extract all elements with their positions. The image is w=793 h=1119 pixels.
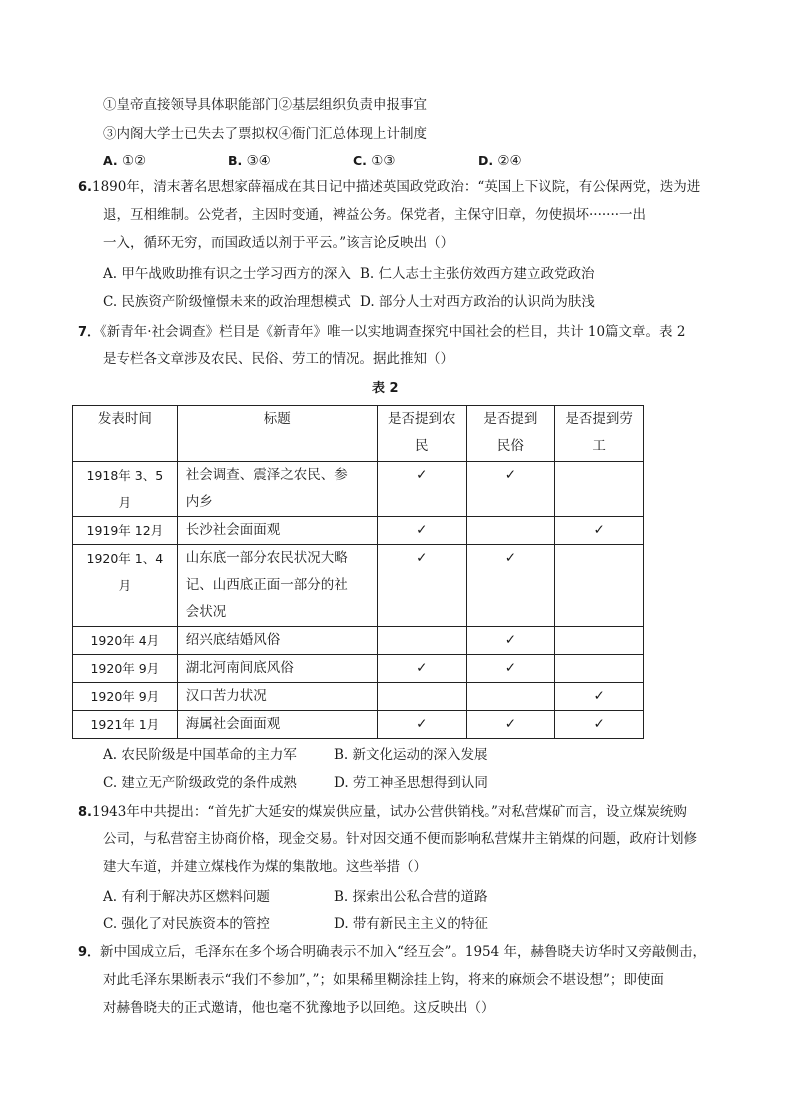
question-number: 7． xyxy=(78,325,101,340)
cell-folk: ✓ xyxy=(466,711,555,739)
q7-option-a[interactable]: A. 农民阶级是中国革命的主力军 xyxy=(103,747,297,763)
q9-stem-line-1 xyxy=(78,942,706,963)
cell-date xyxy=(73,545,178,627)
table-row xyxy=(73,545,644,627)
q6-option-a[interactable]: A. 甲午战败助推有识之士学习西方的深入 xyxy=(103,266,351,282)
cell-labor xyxy=(555,655,644,683)
cell-date-line-2: 月 xyxy=(118,578,132,593)
option-text: ②④ xyxy=(497,153,522,169)
table-row xyxy=(73,462,644,517)
q5-option-c[interactable] xyxy=(353,151,395,171)
q7-stem-line-1 xyxy=(78,322,685,343)
q7-stem-line-2: 是专栏各文章涉及农民、民俗、劳工的情况。据此推知（） xyxy=(103,351,454,367)
q7-stem-text-1: 《新青年·社会调查》栏目是《新青年》唯一以实地调查探究中国社会的栏目，共计 10篇文章。表 2 xyxy=(100,324,686,340)
table-row xyxy=(73,517,644,545)
option-text: ①② xyxy=(121,153,147,169)
cell-date xyxy=(73,462,178,517)
cell-peasant xyxy=(377,683,466,711)
cell-title-line-2: 内乡 xyxy=(185,494,213,510)
q8-stem-line-1 xyxy=(78,802,687,823)
cell-labor xyxy=(555,627,644,655)
cell-title: 湖北河南间底风俗 xyxy=(177,655,377,683)
cell-folk: ✓ xyxy=(466,655,555,683)
cell-date: 1920年 9月 xyxy=(73,683,178,711)
option-letter: B. xyxy=(228,153,243,168)
cell-peasant: ✓ xyxy=(377,655,466,683)
question-number: 8. xyxy=(78,805,92,820)
option-text: ③④ xyxy=(246,153,271,169)
cell-folk xyxy=(466,683,555,711)
table-row xyxy=(73,655,644,683)
cell-date: 1920年 9月 xyxy=(73,655,178,683)
q6-option-c[interactable]: C. 民族资产阶级憧憬未来的政治理想模式 xyxy=(103,294,351,310)
q7-option-b[interactable]: B. 新文化运动的深入发展 xyxy=(334,747,488,763)
q6-stem-line-3: 一入，循环无穷，而国政适以剂于平云。”该言论反映出（） xyxy=(103,235,455,251)
cell-title-line-1: 社会调查、震泽之农民、参 xyxy=(185,467,348,483)
q6-option-d[interactable]: D. 部分人士对西方政治的认识尚为肤浅 xyxy=(360,294,595,310)
cell-labor xyxy=(555,462,644,517)
header-title: 标题 xyxy=(177,406,377,462)
cell-date: 1920年 4月 xyxy=(73,627,178,655)
option-letter: A. xyxy=(103,153,118,168)
cell-peasant: ✓ xyxy=(377,517,466,545)
cell-labor: ✓ xyxy=(555,517,644,545)
cell-date: 1919年 12月 xyxy=(73,517,178,545)
q6-stem-line-2: 退，互相维制。公党者，主因时变通，裨益公务。保党者，主保守旧章，勿使损坏·······一出 xyxy=(103,207,647,223)
header-peasant: 是否提到农民 xyxy=(377,406,466,462)
cell-title-line-1: 山东底一部分农民状况大略 xyxy=(185,550,348,566)
cell-peasant xyxy=(377,627,466,655)
header-folk xyxy=(466,406,555,462)
cell-title xyxy=(177,545,377,627)
cell-peasant: ✓ xyxy=(377,711,466,739)
table-row xyxy=(73,711,644,739)
cell-date-line-1: 1920年 1、4 xyxy=(86,551,164,566)
cell-title-line-3: 会状况 xyxy=(185,604,227,620)
q7-option-c[interactable]: C. 建立无产阶级政党的条件成熟 xyxy=(103,775,297,791)
option-letter: C. xyxy=(353,153,367,168)
cell-folk: ✓ xyxy=(466,545,555,627)
q6-stem-text-1: 1890年，清末著名思想家薛福成在其日记中描述英国政党政治：“英国上下议院，有公保两党，迭为进 xyxy=(91,179,701,195)
cell-folk: ✓ xyxy=(466,627,555,655)
cell-folk: ✓ xyxy=(466,462,555,517)
option-letter: D. xyxy=(478,153,494,168)
cell-date-line-2: 月 xyxy=(118,495,132,510)
q5-statements-line-2: ③内阁大学士已失去了票拟权④衙门汇总体现上计制度 xyxy=(103,126,427,142)
header-folk-line-1: 是否提到 xyxy=(483,411,538,427)
q8-stem-line-2: 公司，与私营窑主协商价格，现金交易。针对因交通不便而影响私营煤井主销煤的问题，政府计划修 xyxy=(103,831,697,847)
cell-title xyxy=(177,462,377,517)
q6-stem-line-1 xyxy=(78,177,700,198)
table-row xyxy=(73,683,644,711)
option-text: ①③ xyxy=(371,153,396,169)
table-caption: 表 2 xyxy=(372,381,399,396)
q8-stem-line-3: 建大车道，并建立煤栈作为煤的集散地。这些举措（） xyxy=(103,859,427,875)
survey-table xyxy=(72,405,644,739)
cell-title-line-2: 记、山西底正面一部分的社 xyxy=(185,577,348,593)
cell-labor: ✓ xyxy=(555,711,644,739)
cell-labor: ✓ xyxy=(555,683,644,711)
cell-title: 长沙社会面面观 xyxy=(177,517,377,545)
cell-title: 绍兴底结婚风俗 xyxy=(177,627,377,655)
cell-date: 1921年 1月 xyxy=(73,711,178,739)
question-number: 6. xyxy=(78,180,92,195)
q7-option-d[interactable]: D. 劳工神圣思想得到认同 xyxy=(334,775,488,791)
cell-title: 海属社会面面观 xyxy=(177,711,377,739)
cell-peasant: ✓ xyxy=(377,545,466,627)
q9-stem-line-3: 对赫鲁晓夫的正式邀请，他也毫不犹豫地予以回绝。这反映出（） xyxy=(103,1000,495,1016)
q8-option-d[interactable]: D. 带有新民主主义的特征 xyxy=(334,916,488,932)
question-number: 9． xyxy=(78,945,101,960)
table-row xyxy=(73,627,644,655)
q5-option-d[interactable] xyxy=(478,151,522,171)
header-folk-line-2: 民俗 xyxy=(496,438,524,454)
cell-title: 汉口苦力状况 xyxy=(177,683,377,711)
q8-option-b[interactable]: B. 探索出公私合营的道路 xyxy=(334,889,488,905)
q5-option-b[interactable] xyxy=(228,151,271,171)
header-date: 发表时间 xyxy=(73,406,178,462)
header-labor: 是否提到劳工 xyxy=(555,406,644,462)
q9-stem-text-1: 新中国成立后，毛泽东在多个场合明确表示不加入“经互会”。1954 年，赫鲁晓夫访华时又旁敲侧击， xyxy=(100,944,706,960)
q6-option-b[interactable]: B. 仁人志士主张仿效西方建立政党政治 xyxy=(360,266,595,282)
cell-date-line-1: 1918年 3、5 xyxy=(86,468,164,483)
cell-folk xyxy=(466,517,555,545)
q8-option-c[interactable]: C. 强化了对民族资本的管控 xyxy=(103,916,270,932)
q5-statements-line-1: ①皇帝直接领导具体职能部门②基层组织负责申报事宜 xyxy=(103,97,427,113)
q5-option-a[interactable] xyxy=(103,151,146,171)
q8-stem-text-1: 1943年中共提出：“首先扩大延安的煤炭供应量，试办公营供销栈。”对私营煤矿而言，设立煤炭统购 xyxy=(91,804,687,820)
q9-stem-line-2: 对此毛泽东果断表示“我们不参加”，”；如果稀里糊涂挂上钩，将来的麻烦会不堪设想”；即使面 xyxy=(103,972,664,988)
table-header-row xyxy=(73,406,644,462)
cell-labor xyxy=(555,545,644,627)
q8-option-a[interactable]: A. 有利于解决苏区燃料问题 xyxy=(103,889,270,905)
cell-peasant: ✓ xyxy=(377,462,466,517)
